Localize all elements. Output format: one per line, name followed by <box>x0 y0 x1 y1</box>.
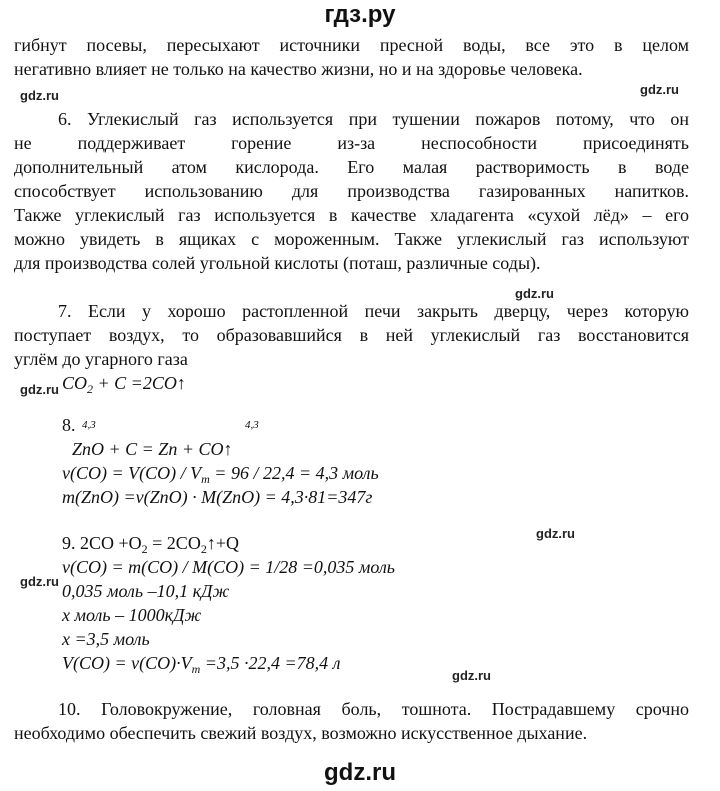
watermark: gdz.ru <box>640 82 679 97</box>
answer-8-number: 8. <box>62 415 76 435</box>
watermark: gdz.ru <box>20 88 59 103</box>
answer-6-line: дополнительный атом кислорода. Его малая растворимость в воде <box>14 157 689 177</box>
answer-8-mass-calc: m(ZnO) =ν(ZnO) · M(ZnO) = 4,3·81=347г <box>62 487 373 507</box>
watermark: gdz.ru <box>20 574 59 589</box>
answer-7-equation: $CO_2 + C$ =2CO↑ <box>62 373 186 396</box>
answer-9-proportion: x моль – 1000кДж <box>62 605 202 625</box>
answer-10-line: необходимо обеспечить свежий воздух, возможно искусственное дыхание. <box>14 723 588 743</box>
watermark: gdz.ru <box>536 526 575 541</box>
answer-8-annotation: 4,3 <box>82 419 96 431</box>
watermark: gdz.ru <box>452 668 491 683</box>
answer-6-line: для производства солей угольной кислоты (поташ, различные соды). <box>14 253 541 273</box>
answer-6-line: способствует использованию для производства газированных напитков. <box>14 181 689 201</box>
answer-9-volume-calc: $V(CO) = \nu(CO)\cdot V_m =3,5 \cdot 22,4 =78,4$ л <box>62 653 341 676</box>
answer-6-line: можно увидеть в ящиках с мороженным. Также углекислый газ используют <box>14 229 689 249</box>
answer-7-line: углём до угарного газа <box>14 349 188 369</box>
answer-10-line: 10. Головокружение, головная боль, тошнота. Пострадавшему срочно <box>58 699 689 719</box>
site-header-title: гдз.ру <box>324 1 396 28</box>
watermark: gdz.ru <box>20 382 59 397</box>
answer-9-proportion: 0,035 моль –10,1 кДж <box>62 581 230 601</box>
intro-line-1: гибнут посевы, пересыхают источники пресной воды, все это в целом <box>14 35 689 55</box>
site-footer-label: gdz.ru <box>324 759 396 786</box>
answer-8-annotation: 4,3 <box>245 419 259 431</box>
answer-6-line: Также углекислый газ используется в качестве хладагента «сухой лёд» – его <box>14 205 689 225</box>
intro-line-2: негативно влияет не только на качество жизни, но и на здоровье человека. <box>14 59 583 79</box>
answer-8-mole-calc: $\nu(CO) = V(CO) / V_m = 96 / 22,4 = 4,3$ моль <box>62 463 379 486</box>
answer-9-x-value: x =3,5 моль <box>62 629 150 649</box>
answer-6-line: не поддерживает горение из-за неспособности присоединять <box>14 133 689 153</box>
answer-9-mole-calc: ν(CO) = m(CO) / M(CO) = 1/28 =0,035 моль <box>62 557 395 577</box>
answer-6-line: 6. Углекислый газ используется при тушении пожаров потому, что он <box>58 109 689 129</box>
answer-9-equation: 9. $2CO +O_2$ = $2CO_2↑+Q$ <box>62 533 239 556</box>
watermark: gdz.ru <box>515 286 554 301</box>
answer-8-equation: ZnO + C = Zn + CO↑ <box>72 439 233 459</box>
answer-7-line: 7. Если у хорошо растопленной печи закрыть дверцу, через которую <box>58 301 689 321</box>
answer-7-line: поступает воздух, то образовавшийся в ней углекислый газ восстановится <box>14 325 689 345</box>
